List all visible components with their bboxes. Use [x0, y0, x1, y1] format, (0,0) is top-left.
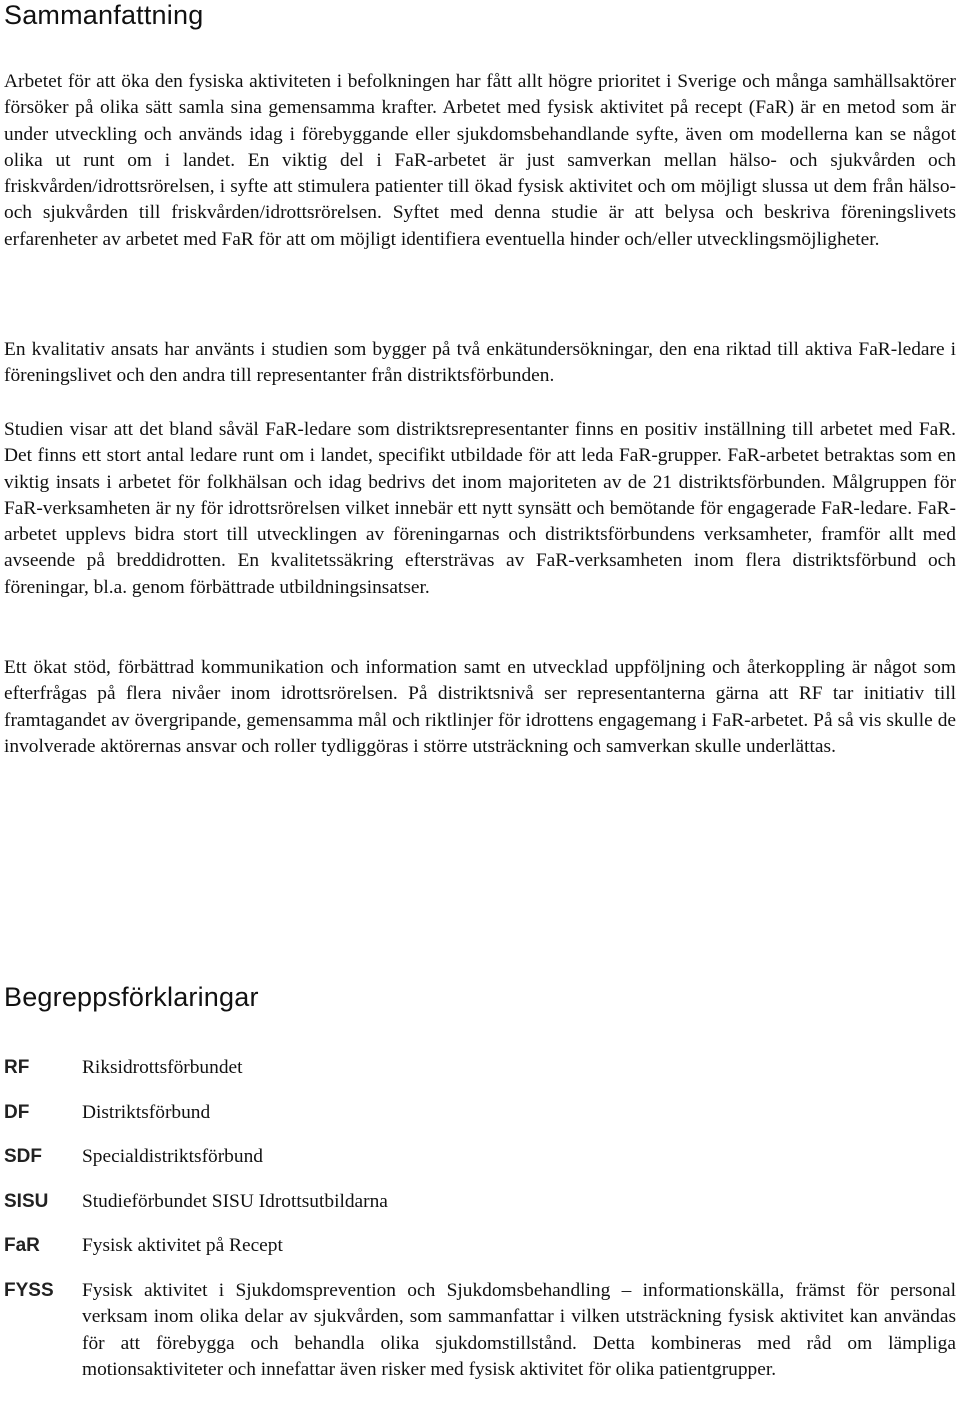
summary-paragraph-4: Ett ökat stöd, förbättrad kommunikation och information samt en utvecklad uppföljning och återkoppling är något som efterfrågas på flera nivåer inom idrottsrörelsen. På distriktsnivå ser representanterna gärna att RF tar initiativ till framtagandet av övergripande, gemensamma mål och riktlinjer för idrottens engagemang i FaR-arbetet. På så vis skulle de involverade aktörernas ansvar och roller tydliggöras i större utsträckning och samverkan skulle underlättas.	[4, 657, 956, 757]
definition-row	[4, 1100, 956, 1126]
summary-heading: Sammanfattning	[4, 0, 204, 30]
definition-row	[4, 1055, 956, 1081]
definition-text: Distriktsförbund	[82, 1101, 211, 1123]
summary-paragraph-1: Arbetet för att öka den fysiska aktiviteten i befolkningen har fått allt högre prioritet i Sverige och många samhällsaktörer försöker på olika sätt samla sina gemensamma krafter. Arbetet med fysisk aktivitet på recept (FaR) är en metod som är under utveckling och används idag i förebyggande eller sjukdomsbehandlande syfte, även om modellerna kan se något olika ut runt om i landet. En viktig del i FaR-arbetet är just samverkan mellan hälso- och sjukvården och friskvården/idrottsrörelsen, i syfte att stimulera patienter till ökad fysisk aktivitet och om möjligt slussa ut dem från hälso- och sjukvården till friskvården/idrottsrörelsen. Syftet med denna studie är att belysa och beskriva föreningslivets erfarenheter av arbetet med FaR för att om möjligt identifiera eventuella hinder och/eller utvecklingsmöjligheter.	[4, 71, 956, 250]
summary-paragraph-2: En kvalitativ ansats har använts i studien som bygger på två enkätundersökningar, den ena riktad till aktiva FaR-ledare i föreningslivet och den andra till representanter från distriktsförbunden.	[4, 339, 956, 387]
definition-row	[4, 1144, 956, 1170]
definition-text: Fysisk aktivitet i Sjukdomsprevention och Sjukdomsbehandling – informationskälla, främst för personal verksam inom olika delar av sjukvården, som sammanfattar i vilken utsträckning fysisk aktivitet kan användas för att förebygga och behandla olika sjukdomstillstånd. Detta kombineras med råd om lämpliga motionsaktiviteter och innefattar även risker med fysisk aktivitet för olika patientgrupper.	[82, 1279, 956, 1380]
definition-term: DF	[4, 1101, 30, 1123]
definition-row	[4, 1233, 956, 1259]
definitions-list	[4, 1055, 956, 1383]
definition-text: Riksidrottsförbundet	[82, 1057, 243, 1078]
definition-text: Specialdistriktsförbund	[82, 1146, 263, 1168]
summary-paragraph-3: Studien visar att det bland såväl FaR-ledare som distriktsrepresentanter finns en positiv inställning till arbetet med FaR. Det finns ett stort antal ledare runt om i landet, specifikt utbildade för att leda FaR-grupper. FaR-arbetet betraktas som en viktig insats i arbetet för folkhälsan och idag bedrivs det inom majoriteten av de 21 distriktsförbunden. Målgruppen för FaR-verksamheten är ny för idrottsrörelsen vilket innebär ett nytt synsätt och bemötande för engagerade FaR-ledare. FaR-arbetet upplevs bidra stort till utvecklingen av föreningarnas och distriktsförbundens verksamheter, framför allt med avseende på breddidrotten. En kvalitetssäkring eftersträvas av FaR-verksamheten inom flera distriktsförbund och föreningar, bl.a. genom förbättrade utbildningsinsatser.	[4, 419, 956, 598]
definition-row	[4, 1278, 956, 1383]
definition-text: Fysisk aktivitet på Recept	[82, 1235, 283, 1257]
definition-term: FaR	[4, 1235, 40, 1257]
definition-row	[4, 1189, 956, 1215]
definition-text: Studieförbundet SISU Idrottsutbildarna	[82, 1190, 388, 1212]
definition-term: SISU	[4, 1190, 49, 1212]
definition-term: RF	[4, 1057, 30, 1078]
definitions-heading: Begreppsförklaringar	[4, 982, 259, 1012]
definition-term: FYSS	[4, 1279, 54, 1301]
definition-term: SDF	[4, 1146, 42, 1168]
